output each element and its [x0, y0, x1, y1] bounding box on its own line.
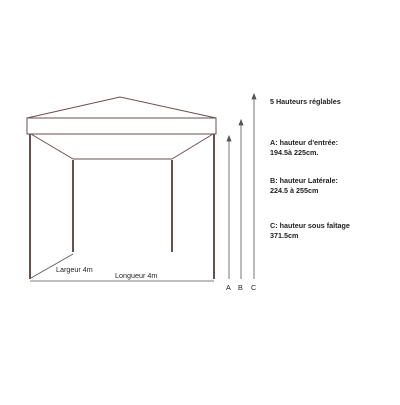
length-label: Longueur 4m	[115, 271, 158, 280]
spec-a-label: A: hauteur d'entrée:	[270, 138, 339, 147]
left-side-rail	[31, 134, 73, 159]
tick-c: C	[251, 283, 257, 292]
tent-back-frame	[31, 134, 213, 159]
spec-c-value: 371.5cm	[270, 231, 299, 240]
right-side-rail	[172, 134, 213, 159]
spec-c-label: C: hauteur sous faîtage	[270, 221, 350, 230]
height-arrow-c-head	[252, 94, 256, 99]
roof-valance	[27, 118, 216, 134]
height-arrow-a-head	[227, 136, 231, 141]
spec-b-label: B: hauteur Latérale:	[270, 176, 338, 185]
height-arrows	[227, 94, 256, 279]
tent-roof	[27, 97, 216, 134]
tick-a: A	[226, 283, 231, 292]
tick-b: B	[238, 283, 243, 292]
specs-title: 5 Hauteurs réglables	[270, 97, 341, 106]
width-label: Largeur 4m	[56, 265, 93, 274]
height-arrow-b-head	[239, 120, 243, 125]
roof-peak-line	[27, 97, 216, 118]
spec-b-value: 224.5 à 255cm	[270, 186, 319, 195]
tent-legs	[30, 134, 214, 279]
spec-a-value: 194.5à 225cm.	[270, 148, 319, 157]
